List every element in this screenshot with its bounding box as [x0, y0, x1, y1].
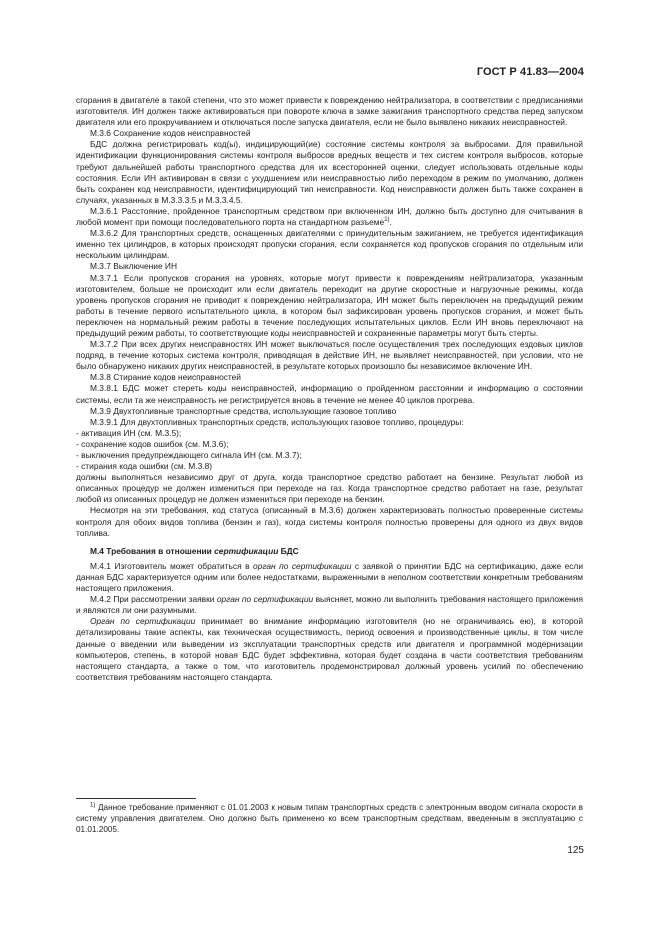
footnote-area — [76, 798, 583, 835]
heading-prefix: М.4 Требования в отношении — [90, 545, 215, 556]
paragraph-text: принимает во внимание информацию изготовителя (но не ограничиваясь ею), в которой детализированы такие аспекты, как техническая осуществимость, период освоения и производственные циклы, в том числе данные о введении или выведении из эксплуатации транспортных средств или двигателя и программной модернизации компьютеров, степень, в которой новая БДС будет эффективна, которая будет создана в части соответствия требованиям настоящего стандарта, а также о том, что изготовитель продемонстрировал должный уровень усилий по обеспечению соответствия требованиям настоящего стандарта. — [76, 616, 583, 682]
paragraph-text: выясняет, можно ли выполнить требования настоящего приложения и являются ли они разумными. — [76, 594, 583, 616]
document-header: ГОСТ Р 41.83—2004 — [476, 66, 584, 78]
document-body — [76, 95, 583, 683]
section-heading: М.3.9 Двухтопливные транспортные средства, использующие газовое топливо — [90, 405, 397, 416]
italic-term: орган по сертификации — [253, 560, 352, 571]
paragraph: Несмотря на эти требования, код статуса (описанный в М.3.6) должен характеризовать полностью проверенные системы контроля для обоих видов топлива (бензин и газ), когда системы контроля полностью проверены для одного из двух видов топлива. — [76, 505, 583, 538]
heading-italic: сертификации — [214, 545, 279, 556]
paragraph: БДС должна регистрировать код(ы), индицирующий(ие) состояние системы контроля за выбросами. Для правильной идентификации функционирования системы контроля выбросов вредных веществ и тех систем контроля выбросов, которые требуют дальнейшей работы транспортного средства для их всесторонней оценки, следует использовать отдельные коды состояния. Если ИН активирован в связи с ухудшением или неисправностью либо переходом в режим по умолчанию, должен быть сохранен код неисправности, идентифицирующий тип неисправности. Код неисправности должен быть также сохранен в случаях, указанных в М.3.3.3.5 и М.3.3.4.5. — [76, 139, 583, 205]
italic-term: Орган по сертификации — [90, 616, 196, 627]
paragraph — [76, 594, 583, 616]
footnote-divider — [76, 798, 196, 799]
footnote — [76, 803, 583, 835]
paragraph-text: с заявкой о принятии БДС на сертификацию, даже если данная БДС характеризуется одним или более недостатками, выраженными в неполном соответствии конкретным требованиям настоящего приложения. — [76, 560, 583, 594]
footnote-reference[interactable]: 1) — [384, 217, 390, 224]
heading-suffix: БДС — [278, 545, 299, 556]
paragraph-text: М.4.2 При рассмотрении заявки — [90, 594, 217, 605]
footnote-text: Данное требование применяют с 01.01.2003 к новым типам транспортных средств с электронным вводом сигнала скорости в систему управления двигателем. Оно должно быть применено ко всем транспортным средствам, введенным в эксплуатацию с 01.01.2005. — [76, 803, 583, 834]
paragraph: М.3.9.1 Для двухтопливных транспортных средств, использующих газовое топливо, процедуры: — [90, 416, 464, 427]
paragraph-text: М.3.6.1 Расстояние, пройденное транспортным средством при включенном ИН, должно быть доступно для считывания в любой момент при помощи последовательного порта на стандартном разъеме — [76, 205, 583, 228]
paragraph — [76, 616, 583, 683]
paragraph: М.3.8.1 БДС может стереть коды неисправностей, информацию о пройденном расстоянии и информацию о состоянии системы, если та же неисправность не регистрируется вновь в течение не менее 40 циклов прогрева. — [76, 383, 583, 405]
paragraph: М.3.6.1 Расстояние, пройденное транспортным средством при включенном ИН, должно быть доступно для считывания в любой момент при помощи последовательного порта на стандартном разъеме$^{1)}$. — [76, 205, 583, 228]
paragraph — [76, 561, 583, 594]
paragraph: М.3.6.2 Для транспортных средств, оснащенных двигателями с принудительным зажиганием, не требуется идентификация именно тех цилиндров, в которых происходят пропуски сгорания, если сохраняется код пропусков сгорания по отдельным или нескольким цилиндрам. — [76, 228, 583, 261]
list-item: - сохранение кодов ошибок (см. М.3.6); — [76, 438, 229, 449]
section-heading: М.3.6 Сохранение кодов неисправностей — [90, 128, 251, 139]
paragraph: должны выполняться независимо друг от друга, когда транспортное средство работает на бензине. Результат любой из описанных процедур не должен измениться при переходе на газ. Когда транспортное средство работает на газе, результат любой из описанных процедур не должен измениться при переходе на бензин. — [76, 472, 583, 505]
list-item: - стирания кода ошибки (см. М.3.8) — [76, 461, 213, 472]
list-item: - выключения предупреждающего сигнала ИН (см. М.3.7); — [76, 450, 302, 460]
section-heading: М.3.8 Стирание кодов неисправностей — [90, 372, 241, 383]
page-number: 125 — [567, 845, 584, 856]
paragraph: М.3.7.1 Если пропусков сгорания на уровнях, которые могут привести к повреждениям нейтрализатора, указанным изготовителем, больше не происходит или если двигатель переходит на другие скоростные и нагрузочные режимы, когда уровень пропусков сгорания не приводит к повреждению нейтрализатора, ИН может быть переключен на предыдущий режим работы в течение первого испытательного цикла, в котором был зафиксирован уровень пропусков сгорания, и может быть переключен на нормальный режим работы в течение последующих испытательных циклов. Если ИН вновь переключают на предыдущий режим работы, то соответствующие коды неисправностей и сохраненные параметры могут быть стерты. — [76, 272, 583, 338]
italic-term: орган по сертификации — [216, 594, 314, 605]
paragraph: М.3.7.2 При всех других неисправностях ИН может выключаться после осуществления трех последующих ездовых циклов подряд, в течение которых система контроля, приводящая в действие ИН, не выявляет неисправностей, при условии, что не было обнаружено никаких других неисправностей, в результате которых произошло бы независимое включение ИН. — [76, 339, 583, 372]
list-item: - активация ИН (см. М.3.5); — [76, 427, 182, 438]
section-heading-m4 — [76, 546, 583, 557]
paragraph-text: М.4.1 Изготовитель может обратиться в — [90, 560, 254, 571]
footnote-mark: 1) — [90, 802, 96, 809]
section-heading: М.3.7 Выключение ИН — [90, 261, 177, 272]
paragraph: сгорания в двигателе в такой степени, что это может привести к повреждению нейтрализатора, в соответствии с предписаниями изготовителя. ИН должен также активироваться при повороте ключа в замке зажигания транспортного средства перед запуском двигателя или его прокручиванием и отключаться после запуска двигателя, если не было выявлено никаких неисправностей. — [76, 95, 583, 128]
